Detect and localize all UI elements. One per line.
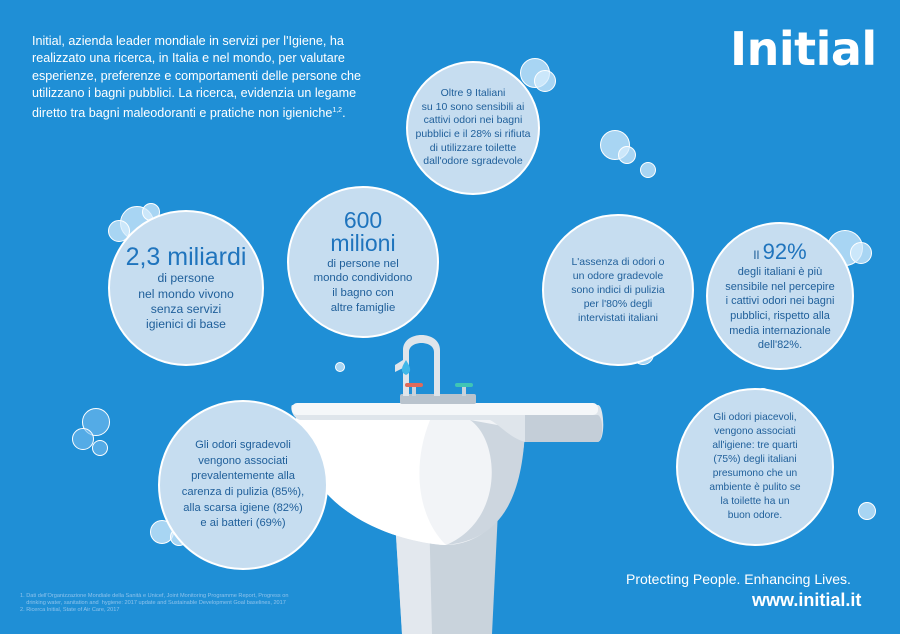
bubble-text: Gli odori sgradevoli vengono associati prevalentemente alla carenza di pulizia (85%), alla scarsa igiene (82%) e ai batteri (69%) bbox=[181, 439, 305, 530]
decor-bubble bbox=[72, 428, 94, 450]
decor-bubble bbox=[640, 162, 656, 178]
intro-paragraph: Initial, azienda leader mondiale in servizi per l'Igiene, ha realizzato una ricerca, in Italia e nel mondo, per valutare esperienze, preferenze e comportamenti delle persone che utilizzano i bagni pubblici. La ricerca, evidenzia un legame diretto tra bagni maleodoranti e pratiche non igieniche$^{1,2}$. bbox=[32, 34, 362, 121]
intro-text: Initial, azienda leader mondiale in servizi per l'Igiene, ha realizzato una ricerca, in Italia e nel mondo, per valutare esperienze, preferenze e comportamenti delle persone che utilizzano i bagni pubblici. La ricerca, evidenzia un legame diretto tra bagni maleodoranti e pratiche non igieniche bbox=[32, 34, 362, 121]
decor-bubble bbox=[858, 502, 876, 520]
bubble-odori-sgradevoli bbox=[158, 400, 328, 570]
bubble-odori-piacevoli bbox=[676, 388, 834, 546]
bubble-highlight: 2,3 miliardi bbox=[125, 243, 247, 272]
bubble-assenza-odori bbox=[542, 214, 694, 366]
tagline: Protecting People. Enhancing Lives. bbox=[626, 571, 851, 587]
decor-bubble bbox=[534, 70, 556, 92]
bubble-milioni bbox=[287, 186, 439, 338]
bubble-miliardi bbox=[108, 210, 264, 366]
decor-bubble bbox=[850, 242, 872, 264]
bubble-text: Oltre 9 Italiani su 10 sono sensibili ai cattivi odori nei bagni pubblici e il 28% si rifiuta di utilizzare toilette dall'odore sgradevole bbox=[415, 86, 531, 168]
bubble-highlight: 92% bbox=[762, 239, 807, 265]
bubble-highlight: 600 milioni bbox=[330, 206, 396, 256]
bubble-highlight-row bbox=[753, 239, 806, 265]
bubble-nove-italiani bbox=[406, 61, 540, 195]
website-link[interactable]: www.initial.it bbox=[752, 590, 862, 610]
bubble-text: di persone nel mondo vivono senza servizi igienici di base bbox=[138, 271, 234, 332]
bubble-novantadue bbox=[706, 222, 854, 370]
bubble-text: L'assenza di odori o un odore gradevole sono indici di pulizia per l'80% degli intervistati italiani bbox=[571, 256, 665, 324]
decor-bubble bbox=[618, 146, 636, 164]
decor-bubble bbox=[92, 440, 108, 456]
intro-superscript: 1,2 bbox=[332, 107, 343, 115]
bubble-text: degli italiani è più sensibile nel percepire i cattivi odori nei bagni pubblici, rispetto alla media internazionale dell'82%. bbox=[725, 266, 835, 352]
initial-logo: Initial bbox=[730, 22, 877, 76]
bubble-prefix: Il bbox=[753, 248, 763, 263]
footnote: drinking water, sanitation and hygiene: 2017 update and Sustainable Development Goal baselines, 2017 bbox=[20, 600, 286, 606]
footnote: 1. Dati dell'Organizzazione Mondiale della Sanità e Unicef, Joint Monitoring Programme Report, Progress on bbox=[20, 593, 289, 599]
decor-bubble bbox=[335, 362, 345, 372]
footnotes bbox=[20, 593, 370, 614]
bubble-text: di persone nel mondo condividono il bagno con altre famiglie bbox=[313, 257, 413, 314]
bubble-text: Gli odori piacevoli, vengono associati all'igiene: tre quarti (75%) degli italiani presumono che un ambiente è pulito se la toilette ha un buon odore. bbox=[709, 412, 801, 521]
footnote: 2. Ricerca Initial, State of Air Care, 2017 bbox=[20, 607, 120, 613]
